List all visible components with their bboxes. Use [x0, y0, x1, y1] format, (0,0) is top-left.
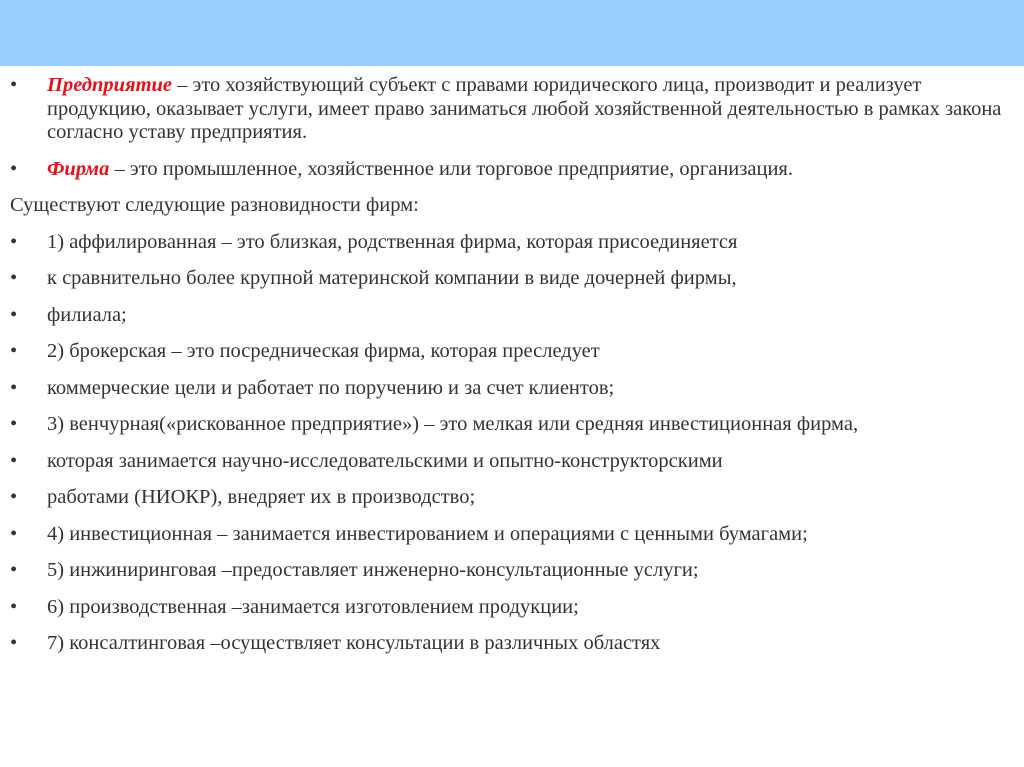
list-item	[10, 486, 1015, 510]
bullet-icon: •	[10, 267, 18, 289]
bullet-icon: •	[10, 340, 18, 362]
bullet-icon: •	[10, 449, 18, 472]
list-item-text: к сравнительно более крупной материнской компании в виде дочерней фирмы,	[47, 267, 737, 289]
term-enterprise: Предприятие	[47, 74, 173, 96]
list-item-text: которая занимается научно-исследовательскими и опытно-конструкторскими	[47, 449, 723, 472]
list-item	[10, 632, 1015, 656]
list-item	[10, 559, 1015, 583]
list-item	[10, 304, 1015, 328]
bullet-icon: •	[10, 559, 18, 581]
list-item-text: 6) производственная –занимается изготовлением продукции;	[47, 595, 579, 618]
list-item	[10, 377, 1015, 401]
bullet-icon: •	[10, 413, 18, 435]
list-item-text: 1) аффилированная – это близкая, родственная фирма, которая присоединяется	[47, 230, 738, 253]
list-item-text: 2) брокерская – это посредническая фирма, которая преследует	[47, 340, 600, 362]
list-item-text: работами (НИОКР), внедряет их в производство;	[47, 486, 476, 508]
header-band	[0, 0, 1024, 66]
list-item-text: 4) инвестиционная – занимается инвестированием и операциями с ценными бумагами;	[47, 522, 808, 545]
bullet-icon: •	[10, 632, 18, 654]
list-item	[10, 267, 1015, 291]
bullet-icon: •	[10, 376, 18, 399]
definition-firm	[10, 158, 1015, 182]
list-item	[10, 340, 1015, 364]
bullet-icon: •	[10, 486, 18, 508]
bullet-icon: •	[10, 230, 18, 253]
list-item-text: 5) инжиниринговая –предоставляет инженерно-консультационные услуги;	[47, 559, 699, 581]
bullet-icon: •	[10, 303, 18, 326]
list-item	[10, 523, 1015, 547]
bullet-icon: •	[10, 522, 18, 545]
list-item-text: коммерческие цели и работает по поручению и за счет клиентов;	[47, 376, 615, 399]
list-item	[10, 450, 1015, 474]
definition-firm-text: – это промышленное, хозяйственное или торговое предприятие, организация.	[109, 157, 793, 180]
list-item	[10, 413, 1015, 437]
term-firm: Фирма	[47, 157, 110, 180]
bullet-icon: •	[10, 157, 18, 180]
definition-enterprise-text: – это хозяйствующий субъект с правами юридического лица, производит и реализует продукцию, оказывает услуги, имеет право заниматься любой хозяйственной деятельностью в рамках закона согласно уставу предприятия.	[47, 74, 1002, 143]
list-item	[10, 596, 1015, 620]
intro-text: Существуют следующие разновидности фирм:	[10, 194, 419, 216]
slide-content	[10, 74, 1015, 656]
list-item-text: 7) консалтинговая –осуществляет консультации в различных областях	[47, 632, 661, 654]
list-item-text: филиала;	[47, 303, 127, 326]
bullet-icon: •	[10, 74, 18, 96]
bullet-icon: •	[10, 595, 18, 618]
definition-enterprise	[10, 74, 1015, 145]
list-item-text: 3) венчурная(«рискованное предприятие») – это мелкая или средняя инвестиционная фирма,	[47, 413, 859, 435]
list-item	[10, 231, 1015, 255]
